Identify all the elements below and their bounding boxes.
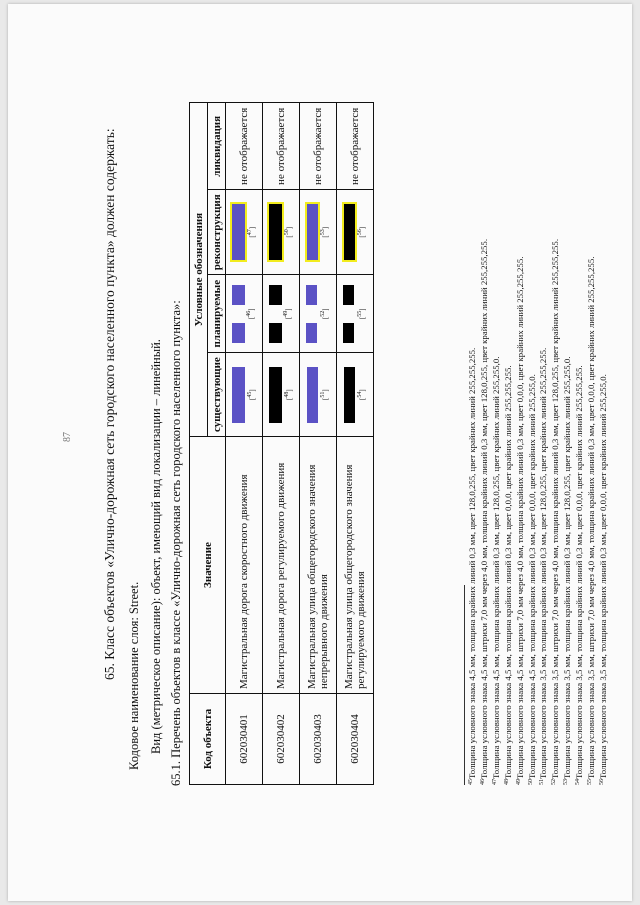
section-heading: 65. Класс объектов «Улично-дорожная сеть городского населенного пункта» должен содержать: [102,128,117,680]
symbol-existing: [$^{54}$] [344,357,366,432]
rotated-content [12,5,632,895]
footnote [467,239,479,785]
header-reconstruction: реконструкция [208,190,226,275]
footnote-number: 56 [598,779,605,785]
footnote-text: Толщина условного знака 3,5 мм, толщина крайних линий 0,3 мм, цвет 128,0,255, цвет крайних линий 255,255,255. [538,347,549,779]
footnote-ref: 48 [283,391,290,398]
line-symbol-dashed [232,285,244,343]
footnote-ref: 53 [319,229,326,236]
header-existing: существующие [208,353,226,437]
header-liquidation: ликвидация [208,103,226,190]
footnote-text: Толщина условного знака 3,5 мм, толщина крайних линий 0,3 мм, цвет 0,0,0, цвет крайних линий 255,255,255. [574,365,585,779]
footnote [527,239,539,785]
object-code: 602030403 [300,694,337,785]
object-name: Магистральная улица общегородского значения непрерывного движения [300,437,337,694]
footnote-text: Толщина условного знака 3,5 мм, штрихи 7,0 мм через 4,0 мм, толщина крайних линий 0,3 мм, цвет 0,0,0, цвет крайних линий 255,255,255. [586,256,597,779]
footnote-ref: 52 [320,310,327,317]
object-code: 602030401 [226,694,263,785]
object-code: 602030404 [337,694,374,785]
line-symbol-solid [307,367,318,423]
footnote [538,239,550,785]
symbol-existing: [$^{45}$] [232,357,256,432]
symbol-planned: [$^{52}$] [306,279,329,348]
table-row [226,103,263,785]
footnote-number: 50 [527,779,534,785]
footnote-text: Толщина условного знака 4,5 мм, толщина крайних линий 0,3 мм, цвет 128,0,255, цвет крайних линий 255,255,255. [467,347,477,779]
footnote-number: 51 [539,779,546,785]
footnote-number: 47 [491,779,498,785]
footnote [562,239,574,785]
footnote [503,239,515,785]
footnote-separator [464,585,465,785]
footnote-number: 55 [587,779,594,785]
footnote-text: Толщина условного знака 3,5 мм, толщина крайних линий 0,3 мм, цвет 128,0,255, цвет крайних линий 255,255,0. [562,356,573,779]
line-symbol-highlighted [344,204,355,260]
symbol-reconstruction: [$^{53}$] [307,194,329,270]
symbol-planned: [$^{46}$] [232,279,255,348]
document-page [8,4,632,901]
footnote-ref: 55 [357,310,364,317]
footnote-text: Толщина условного знака 4,5 мм, толщина крайних линий 0,3 мм, цвет 0,0,0, цвет крайних линий 255,255,255. [502,365,513,779]
footnote [491,239,503,785]
footnote-ref: 54 [356,391,363,398]
footnotes [467,239,610,785]
footnote [586,239,598,785]
line-symbol-highlighted [269,204,282,260]
footnote-number: 54 [575,779,582,785]
footnote-text: Толщина условного знака 3,5 мм, штрихи 7,0 мм через 4,0 мм, толщина крайних линий 0,3 мм, цвет 128,0,255, цвет крайних линий 255,255,255. [550,238,561,779]
liquidation-value: не отображается [263,103,300,190]
footnote-number: 49 [515,779,522,785]
line-symbol-solid [344,367,355,423]
footnote-number: 48 [503,779,510,785]
header-symbols: Условные обозначения [190,103,208,437]
list-title: 65.1. Перечень объектов в классе «Улично-дорожная сеть городского населенного пункта»: [169,300,183,786]
symbol-reconstruction: [$^{47}$] [232,194,256,270]
header-name: Значение [190,437,226,694]
object-code: 602030402 [263,694,300,785]
object-name: Магистральная дорога регулируемого движения [263,437,300,694]
header-planned: планируемые [208,275,226,353]
objects-table [189,102,374,785]
liquidation-value: не отображается [300,103,337,190]
footnote [515,239,527,785]
line-symbol-dashed [306,285,318,343]
symbol-existing: [$^{51}$] [307,357,329,432]
symbol-planned: [$^{49}$] [269,279,292,348]
line-symbol-highlighted [232,204,245,260]
footnote-ref: 47 [246,229,253,236]
line-symbol-dashed [343,285,355,343]
footnote [550,239,562,785]
footnote-text: Толщина условного знака 3,5 мм, толщина крайних линий 0,3 мм, цвет 0,0,0, цвет крайних линий 255,255,0. [597,374,608,779]
footnote-text: Толщина условного знака 4,5 мм, штрихи 7,0 мм через 4,0 мм, толщина крайних линий 0,3 мм, цвет 0,0,0, цвет крайних линий 255,255,255. [514,256,525,779]
footnote-text: Толщина условного знака 4,5 мм, толщина крайних линий 0,3 мм, цвет 0,0,0, цвет крайних линий 255,255,0. [526,374,537,779]
footnote-text: Толщина условного знака 4,5 мм, штрихи 7,0 мм через 4,0 мм, толщина крайних линий 0,3 мм, цвет 128,0,255, цвет крайних линий 255,255,255. [478,238,489,779]
footnote-number: 45 [468,779,474,785]
header-code: Код объекта [190,694,226,785]
table-row [300,103,337,785]
footnote-number: 52 [551,779,558,785]
liquidation-value: не отображается [226,103,263,190]
footnote-ref: 50 [283,229,290,236]
table-row [337,103,374,785]
footnote-ref: 49 [283,310,290,317]
liquidation-value: не отображается [337,103,374,190]
symbol-existing: [$^{48}$] [269,357,293,432]
object-name: Магистральная дорога скоростного движения [226,437,263,694]
layer-code-paragraph: Кодовое наименование слоя: Street. [127,581,141,770]
footnote [598,239,610,785]
symbol-reconstruction: [$^{50}$] [269,194,293,270]
footnote-ref: 46 [246,310,253,317]
symbol-planned: [$^{55}$] [343,279,366,348]
footnote-number: 46 [479,779,486,785]
line-symbol-solid [232,367,245,423]
line-symbol-dashed [269,285,281,343]
line-symbol-solid [269,367,282,423]
line-symbol-highlighted [307,204,318,260]
footnote-text: Толщина условного знака 4,5 мм, толщина крайних линий 0,3 мм, цвет 128,0,255, цвет крайних линий 255,255,0. [490,356,501,779]
symbol-reconstruction: [$^{56}$] [344,194,366,270]
footnote [574,239,586,785]
footnote [479,239,491,785]
table-row [263,103,300,785]
page-number: 87 [62,432,73,442]
geometry-paragraph: Вид (метрическое описание): объект, имеющий вид локализации – линейный. [149,339,163,754]
footnote-ref: 56 [356,229,363,236]
footnote-number: 53 [563,779,570,785]
object-name: Магистральная улица общегородского значения регулируемого движения [337,437,374,694]
footnote-ref: 51 [319,391,326,398]
footnote-ref: 45 [246,391,253,398]
